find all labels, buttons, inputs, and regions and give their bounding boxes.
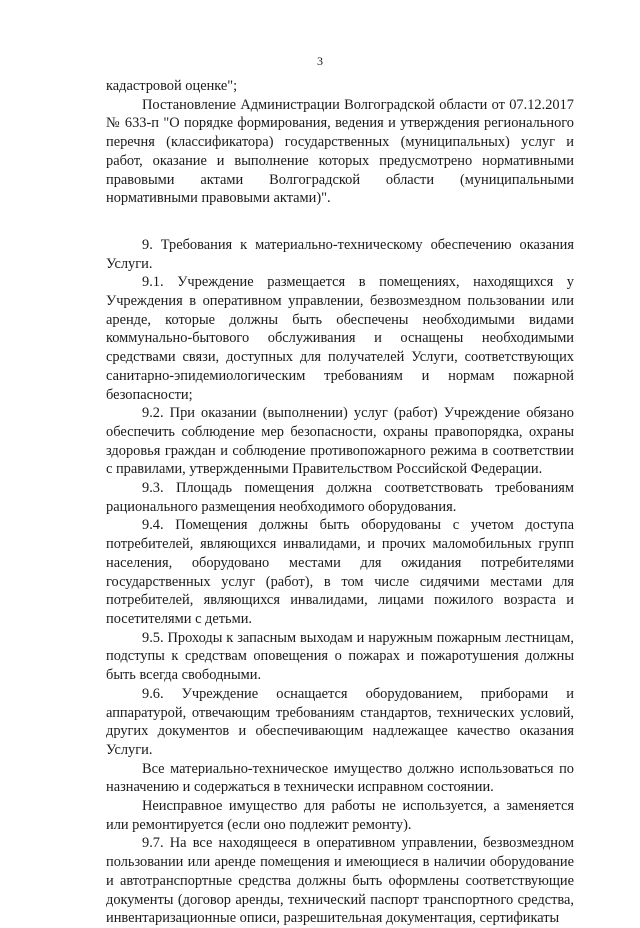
paragraph-property-use: Все материально-техническое имущество должно использоваться по назначению и содержаться в технически исправном состоянии. (106, 760, 574, 796)
section-heading-9: 9. Требования к материально-техническому обеспечению оказания Услуги. (106, 236, 574, 272)
paragraph-9-5: 9.5. Проходы к запасным выходам и наружным пожарным лестницам, подступы к средствам оповещения о пожарах и пожаротушения должны быть всегда свободными. (106, 629, 574, 684)
paragraph-faulty-property: Неисправное имущество для работы не используется, а заменяется или ремонтируется (если оно подлежит ремонту). (106, 798, 574, 833)
paragraph-resolution: Постановление Администрации Волгоградской области от 07.12.2017 № 633-п "О порядке формирования, ведения и утверждения регионального перечня (классификатора) государственных (муниципальных) услуг и работ, оказание и выполнение которых предусмотрено нормативными правовыми актами Волгоградской области (муниципальными нормативными правовыми актами)". (106, 96, 574, 207)
paragraph-9-3: 9.3. Площадь помещения должна соответствовать требованиям рационального размещения необходимого оборудования. (106, 480, 574, 515)
paragraph-9-4: 9.4. Помещения должны быть оборудованы с учетом доступа потребителей, являющихся инвалидами, и прочих маломобильных групп населения, оборудовано местами для ожидания потребителями государственных услуг (работ), в том числе сидячими местами для потребителей, являющихся инвалидами, лицами пожилого возраста и посетителями с детьми. (106, 517, 574, 627)
paragraph-9-7: 9.7. На все находящееся в оперативном управлении, безвозмездном пользовании или аренде помещения и имеющиеся в наличии оборудование и автотранспортные средства должны быть оформлены соответствующие документы (договор аренды, технический паспорт транспортного средства, инвентаризационные описи, разрешительная документация, сертификаты (106, 835, 574, 927)
page-number: 3 (317, 54, 323, 68)
paragraph-9-1: 9.1. Учреждение размещается в помещениях, находящихся у Учреждения в оперативном управлении, безвозмездном пользовании или аренде, которые должны быть обеспечены необходимыми видами коммунально-бытового обслуживания и оснащены необходимыми средствами связи, доступных для получателей Услуги, соответствующих санитарно-эпидемиологическим требованиям и нормам пожарной безопасности; (106, 274, 574, 403)
paragraph-9-6: 9.6. Учреждение оснащается оборудованием, приборами и аппаратурой, отвечающим требованиям стандартов, технических условий, других документов и обеспечивающим надлежащее качество оказания Услуги. (106, 685, 574, 758)
document-body (106, 77, 574, 928)
paragraph-9-2: 9.2. При оказании (выполнении) услуг (работ) Учреждение обязано обеспечить соблюдение мер безопасности, охраны правопорядка, охраны здоровья граждан и соблюдение противопожарного режима в соответствии с правилами, утвержденными Правительством Российской Федерации. (106, 405, 574, 478)
paragraph-cadastral-end: кадастровой оценке"; (106, 78, 238, 94)
